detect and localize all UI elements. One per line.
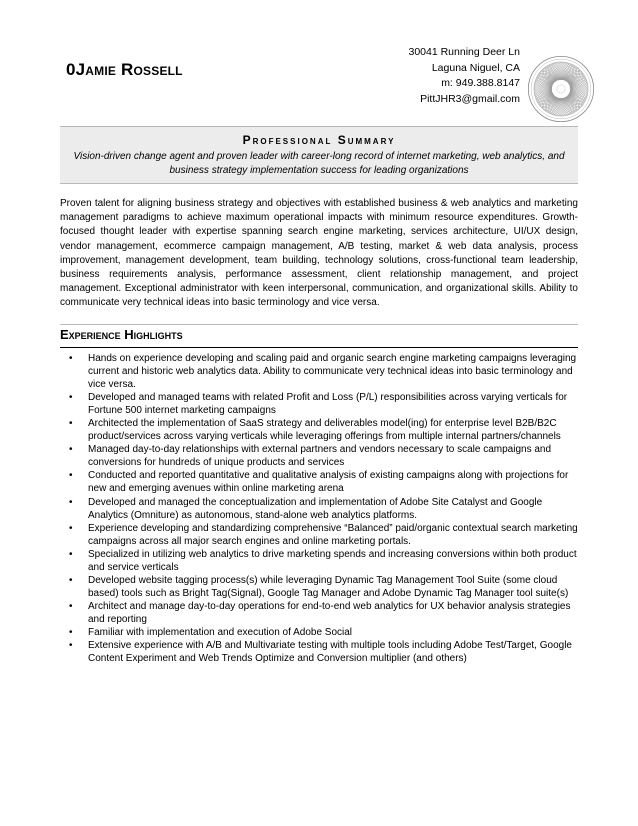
bullet-icon: •	[69, 418, 73, 430]
list-item	[60, 600, 578, 626]
list-item	[60, 469, 578, 495]
bullet-icon: •	[69, 548, 73, 560]
list-item-text: Conducted and reported quantitative and qualitative analysis of existing campaigns along with projections for new and emerging avenues within online marketing arena	[88, 470, 569, 495]
bullet-icon: •	[69, 444, 73, 456]
list-item-text: Developed website tagging process(s) while leveraging Dynamic Tag Management Tool Suite (some cloud based) tools such as Bright Tag(Signal), Google Tag Manager and Adobe Dynamic Tag Manager tool suite(s)	[88, 574, 569, 599]
contact-block	[408, 45, 520, 107]
list-item	[60, 522, 578, 548]
bullet-icon: •	[69, 574, 73, 586]
summary-tagline: Vision-driven change agent and proven leader with career-long record of internet marketing, web analytics, and business strategy implementation success for leading organizations	[73, 151, 565, 176]
list-item-text: Experience developing and standardizing comprehensive “Balanced” paid/organic contextual search marketing campaigns across all major search engines and online marketing portals.	[88, 522, 578, 547]
list-item	[60, 574, 578, 600]
list-item	[60, 626, 578, 639]
list-item-text: Developed and managed teams with related Profit and Loss (P/L) responsibilities across varying verticals for Fortune 500 internet marketing campaigns	[88, 392, 568, 417]
bullet-icon: •	[69, 626, 73, 638]
bullet-icon: •	[69, 353, 73, 364]
bullet-icon: •	[69, 600, 73, 612]
list-item-text: Familiar with implementation and execution of Adobe Social	[88, 626, 353, 638]
experience-heading-text: Experience Highlights	[60, 327, 183, 342]
list-item	[60, 639, 578, 665]
email-address: PittJHR3@gmail.com	[420, 92, 520, 105]
list-item	[60, 417, 578, 443]
list-item-text: Architect and manage day-to-day operations for end-to-end web analytics for UX behavior analysis strategies and reporting	[88, 600, 571, 625]
list-item-text: Hands on experience developing and scaling paid and organic search engine marketing campaigns leveraging current and historic web analytics data. Ability to communicate very technical ideas into basic terminology and vice versa.	[88, 353, 577, 391]
street-address: 30041 Running Deer Ln	[408, 46, 520, 58]
list-item-text: Architected the implementation of SaaS strategy and deliverables model(ing) for enterprise level B2B/B2C product/services across varying verticals while leveraging offerings from multiple internal partners/channels	[88, 418, 561, 443]
list-item-text: Specialized in utilizing web analytics to drive marketing spends and increasing conversions within both product and service verticals	[88, 548, 577, 573]
list-item-text: Extensive experience with A/B and Multivariate testing with multiple tools including Adobe Test/Target, Google Content Experiment and Web Trends Optimize and Conversion multiplier (and others)	[88, 640, 572, 665]
summary-heading: Professional Summary	[242, 133, 396, 147]
bullet-icon: •	[69, 470, 73, 482]
candidate-name: 0Jamie Rossell	[66, 60, 183, 79]
phone-number: m: 949.388.8147	[441, 77, 520, 89]
spirograph-seal-icon	[527, 55, 595, 123]
summary-paragraph: Proven talent for aligning business strategy and objectives with established business & web analytics and marketing management paradigms to achieve maximum operational impacts with minimum resource expenditures. Growth-focused thought leader with expertise spanning search engine marketing, services architecture, UI/UX design, vendor management, ecommerce campaign management, A/B testing, market & web data analysis, process improvement, management development, team building, technology solutions, cross-functional team leadership, business requirements analysis, performance assessment, client relationship management, and project management. Exceptional administrator with keen interpersonal, communication, and organizational skills. Ability to communicate very technical ideas into basic terminology and vice versa.	[60, 198, 578, 309]
bullet-icon: •	[69, 496, 73, 508]
experience-heading	[60, 327, 578, 348]
city-state: Laguna Niguel, CA	[431, 61, 520, 74]
bullet-icon: •	[69, 522, 73, 534]
list-item	[60, 548, 578, 574]
bullet-icon: •	[69, 640, 73, 652]
list-item-text: Developed and managed the conceptualization and implementation of Adobe Site Catalyst and Google Analytics (Omniture) as autonomous, stand-alone web analytics platforms.	[88, 496, 543, 521]
list-item	[60, 496, 578, 522]
list-item	[60, 352, 578, 391]
bullet-icon: •	[69, 392, 73, 404]
list-item	[60, 391, 578, 417]
experience-list	[60, 352, 578, 665]
list-item-text: Managed day-to-day relationships with external partners and vendors necessary to scale campaigns and conversions for hundreds of unique products and services	[88, 444, 552, 469]
list-item	[60, 443, 578, 469]
